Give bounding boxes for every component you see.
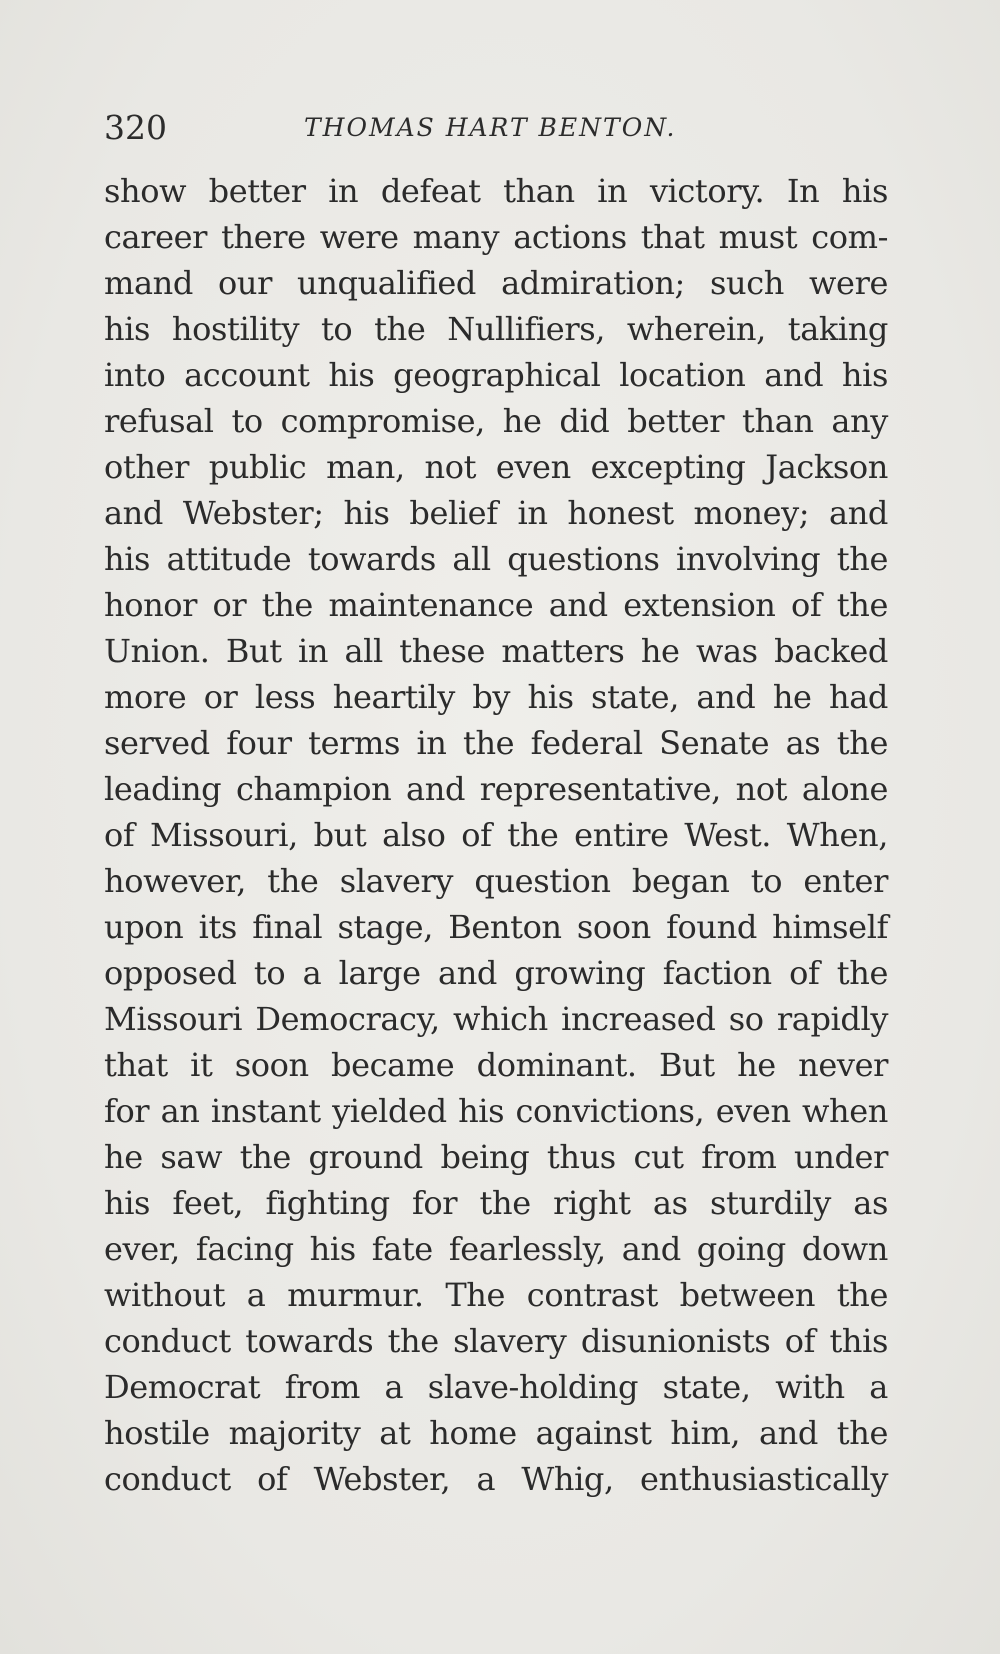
text-line: conduct of Webster, a Whig, enthusiastically — [104, 1460, 888, 1498]
text-line: for an instant yielded his convictions, even when — [104, 1092, 888, 1130]
text-line: into account his geographical location and his — [104, 356, 888, 394]
page-number: 320 — [104, 108, 167, 147]
text-line: refusal to compromise, he did better than any — [104, 402, 888, 440]
text-line: opposed to a large and growing faction of the — [104, 954, 888, 992]
text-line: and Webster; his belief in honest money; and — [104, 494, 888, 532]
text-line: his feet, fighting for the right as sturdily as — [104, 1184, 888, 1222]
text-line: ever, facing his fate fearlessly, and going down — [104, 1230, 888, 1268]
text-line: Missouri Democracy, which increased so rapidly — [104, 1000, 888, 1038]
text-line: career there were many actions that must com- — [104, 218, 888, 256]
text-line: however, the slavery question began to enter — [104, 862, 888, 900]
text-line: that it soon became dominant. But he never — [104, 1046, 888, 1084]
text-line: Democrat from a slave-holding state, with a — [104, 1368, 888, 1406]
text-line: his hostility to the Nullifiers, wherein, taking — [104, 310, 888, 348]
text-line: upon its final stage, Benton soon found himself — [104, 908, 888, 946]
page-header — [104, 104, 894, 152]
text-line: show better in defeat than in victory. In his — [104, 172, 888, 210]
running-head: THOMAS HART BENTON. — [304, 113, 677, 142]
text-line: without a murmur. The contrast between the — [104, 1276, 888, 1314]
text-line: he saw the ground being thus cut from under — [104, 1138, 888, 1176]
text-line: Union. But in all these matters he was backed — [104, 632, 888, 670]
text-line: honor or the maintenance and extension of the — [104, 586, 888, 624]
text-line: conduct towards the slavery disunionists of this — [104, 1322, 888, 1360]
text-line: of Missouri, but also of the entire West. When, — [104, 816, 888, 854]
text-line: more or less heartily by his state, and he had — [104, 678, 888, 716]
text-line: his attitude towards all questions involving the — [104, 540, 888, 578]
text-line: hostile majority at home against him, and the — [104, 1414, 888, 1452]
text-line: mand our unqualified admiration; such were — [104, 264, 888, 302]
text-line: other public man, not even excepting Jackson — [104, 448, 888, 486]
text-line: served four terms in the federal Senate as the — [104, 724, 888, 762]
text-line: leading champion and representative, not alone — [104, 770, 888, 808]
body-text — [104, 168, 888, 1502]
